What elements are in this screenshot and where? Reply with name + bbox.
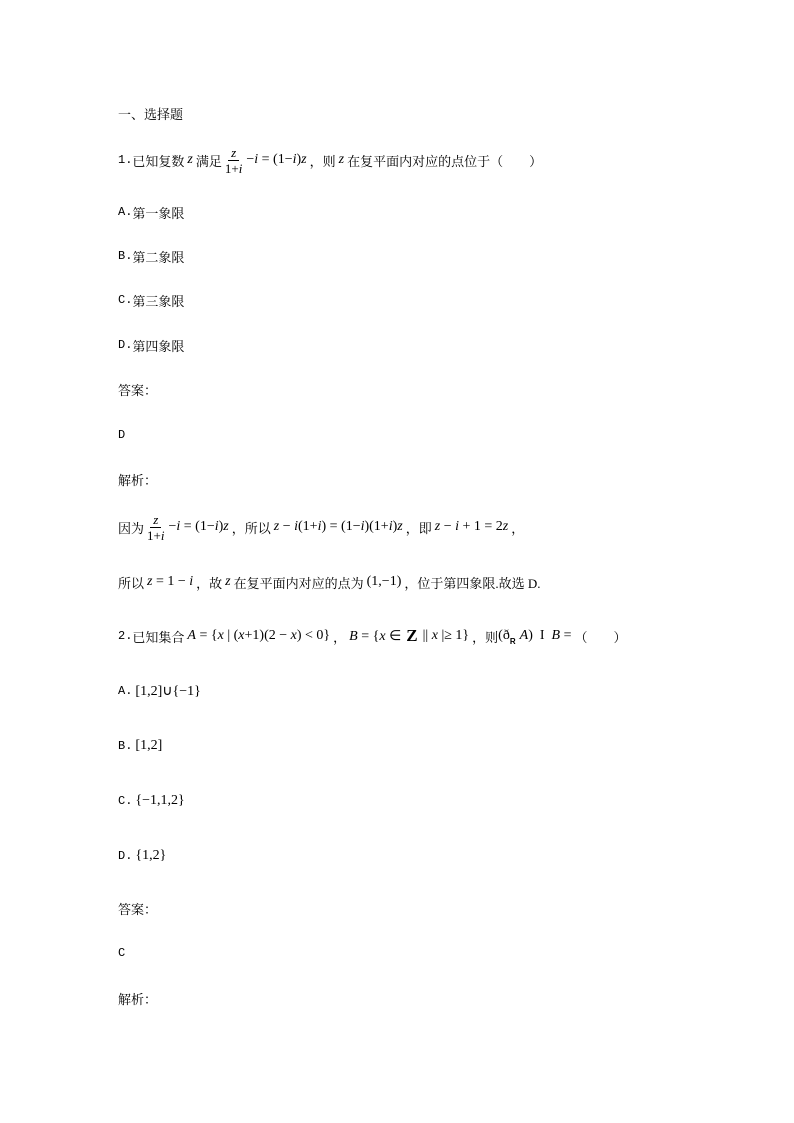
- math-variable: z: [147, 574, 153, 589]
- analysis-text: ，故: [196, 575, 223, 591]
- question-number: 1.: [118, 153, 133, 167]
- question-2-stem: [118, 626, 627, 646]
- option-c: [118, 791, 188, 811]
- analysis-label: 解析：: [118, 991, 158, 1007]
- option-c: [118, 290, 184, 310]
- math-variable: i: [455, 519, 459, 534]
- option-label: D.: [118, 338, 133, 352]
- math-variable: i: [189, 574, 194, 589]
- math-expression: −i = (1−i)z: [246, 152, 307, 167]
- math-variable: i: [214, 519, 219, 534]
- analysis-text: ，: [511, 520, 525, 536]
- math-variable: z: [231, 144, 237, 160]
- option-label: A.: [118, 684, 133, 698]
- complement-symbol: (ð: [498, 628, 510, 643]
- math-variable: z: [153, 511, 159, 527]
- math-variable: x: [290, 628, 297, 643]
- analysis-text: 所以: [118, 575, 145, 591]
- section-heading: 一、选择题: [118, 106, 184, 122]
- answer-label: 答案：: [118, 901, 158, 917]
- option-d: [118, 846, 169, 866]
- math-variable: x: [379, 628, 386, 644]
- math-variable: A: [519, 628, 529, 643]
- math-variable: B: [349, 628, 358, 644]
- stem-text: 满足: [195, 153, 222, 169]
- math-variable: z: [338, 152, 345, 167]
- option-a: [118, 681, 204, 701]
- stem-text: 已知复数: [132, 153, 185, 169]
- math-expression: [225, 574, 230, 590]
- math-variable: z: [187, 152, 193, 167]
- option-d: [118, 335, 184, 355]
- math-variable: z: [223, 519, 229, 534]
- option-b: [118, 246, 184, 266]
- math-expression: [339, 152, 344, 168]
- option-text: 第三象限: [132, 293, 185, 309]
- fraction: [225, 146, 242, 175]
- option-text: 第二象限: [132, 249, 185, 265]
- integer-set-symbol: Z: [406, 626, 418, 645]
- set-b-definition: B = {x ∈: [349, 628, 402, 644]
- stem-text: （ ）: [574, 629, 627, 645]
- fraction-numerator: [228, 146, 239, 161]
- option-text: {−1,1,2}: [135, 793, 185, 808]
- math-variable: z: [273, 519, 280, 534]
- math-expression: −i = (1−i)z: [168, 519, 229, 534]
- math-variable: x: [431, 628, 438, 643]
- math-variable: i: [292, 152, 297, 167]
- option-label: D.: [118, 849, 133, 863]
- math-variable: z: [301, 152, 307, 167]
- answer-value: D: [118, 428, 126, 442]
- stem-text: ，: [333, 629, 347, 645]
- option-label: B.: [118, 739, 133, 753]
- option-a: [118, 202, 184, 222]
- fraction-denominator: 1+i: [147, 527, 165, 543]
- answer-label: 答案：: [118, 382, 158, 398]
- fraction: [147, 513, 164, 542]
- math-variable: B: [551, 628, 561, 643]
- math-variable: i: [388, 519, 393, 534]
- math-expression: A): [519, 628, 533, 643]
- set-b-condition: || x |≥ 1}: [422, 628, 470, 643]
- option-label: C.: [118, 293, 133, 307]
- question-1-stem: [118, 145, 542, 175]
- math-variable: A: [187, 628, 196, 643]
- stem-text: 已知集合: [132, 629, 185, 645]
- math-variable: i: [254, 152, 259, 167]
- analysis-text: 在复平面内对应的点为: [233, 575, 364, 591]
- math-variable: i: [160, 527, 165, 543]
- option-text: [1,2]: [135, 738, 163, 753]
- math-expression: (1,−1): [366, 574, 402, 589]
- math-variable: z: [225, 574, 231, 589]
- math-expression: z − i + 1 = 2z: [434, 519, 509, 534]
- set-a-definition: A = {x | (x+1)(2 − x) < 0}: [187, 628, 331, 643]
- math-variable: x: [217, 628, 224, 643]
- question-number: 2.: [118, 629, 133, 643]
- option-label: C.: [118, 794, 133, 808]
- math-variable: x: [238, 628, 245, 643]
- math-variable: z: [397, 519, 403, 534]
- math-expression: B =: [551, 628, 572, 643]
- option-b: [118, 736, 165, 756]
- fraction-denominator: 1+i: [224, 160, 243, 176]
- analysis-line-1: [118, 512, 524, 542]
- math-variable: i: [294, 519, 299, 534]
- math-expression: z = 1 − i: [147, 574, 194, 589]
- math-variable: i: [360, 519, 365, 534]
- math-variable: z: [502, 519, 509, 534]
- answer-value: C: [118, 946, 126, 960]
- analysis-line-2: [118, 572, 541, 592]
- analysis-text: ，位于第四象限.故选 D.: [404, 575, 541, 591]
- analysis-text: ，所以: [231, 520, 271, 536]
- math-expression: z − i(1+i) = (1−i)(1+i)z: [273, 519, 403, 534]
- stem-text: ，则: [309, 153, 336, 169]
- math-expression: [187, 152, 192, 168]
- option-label: A.: [118, 205, 133, 219]
- math-variable: z: [434, 519, 441, 534]
- complement-subscript: R: [509, 636, 516, 646]
- option-text: {1,2}: [135, 848, 167, 863]
- math-variable: i: [238, 160, 243, 176]
- stem-text: 在复平面内对应的点位于（ ）: [347, 153, 543, 169]
- math-variable: i: [317, 519, 322, 534]
- option-label: B.: [118, 249, 133, 263]
- analysis-label: 解析：: [118, 472, 158, 488]
- analysis-text: ，即: [405, 520, 432, 536]
- fraction-numerator: [150, 513, 161, 528]
- stem-text: ，则: [472, 629, 499, 645]
- intersection-symbol: I: [539, 628, 545, 643]
- option-text: 第一象限: [132, 205, 185, 221]
- analysis-text: 因为: [118, 520, 145, 536]
- option-text: 第四象限: [132, 338, 185, 354]
- option-text: [1,2]∪{−1}: [135, 683, 201, 699]
- math-variable: i: [176, 519, 181, 534]
